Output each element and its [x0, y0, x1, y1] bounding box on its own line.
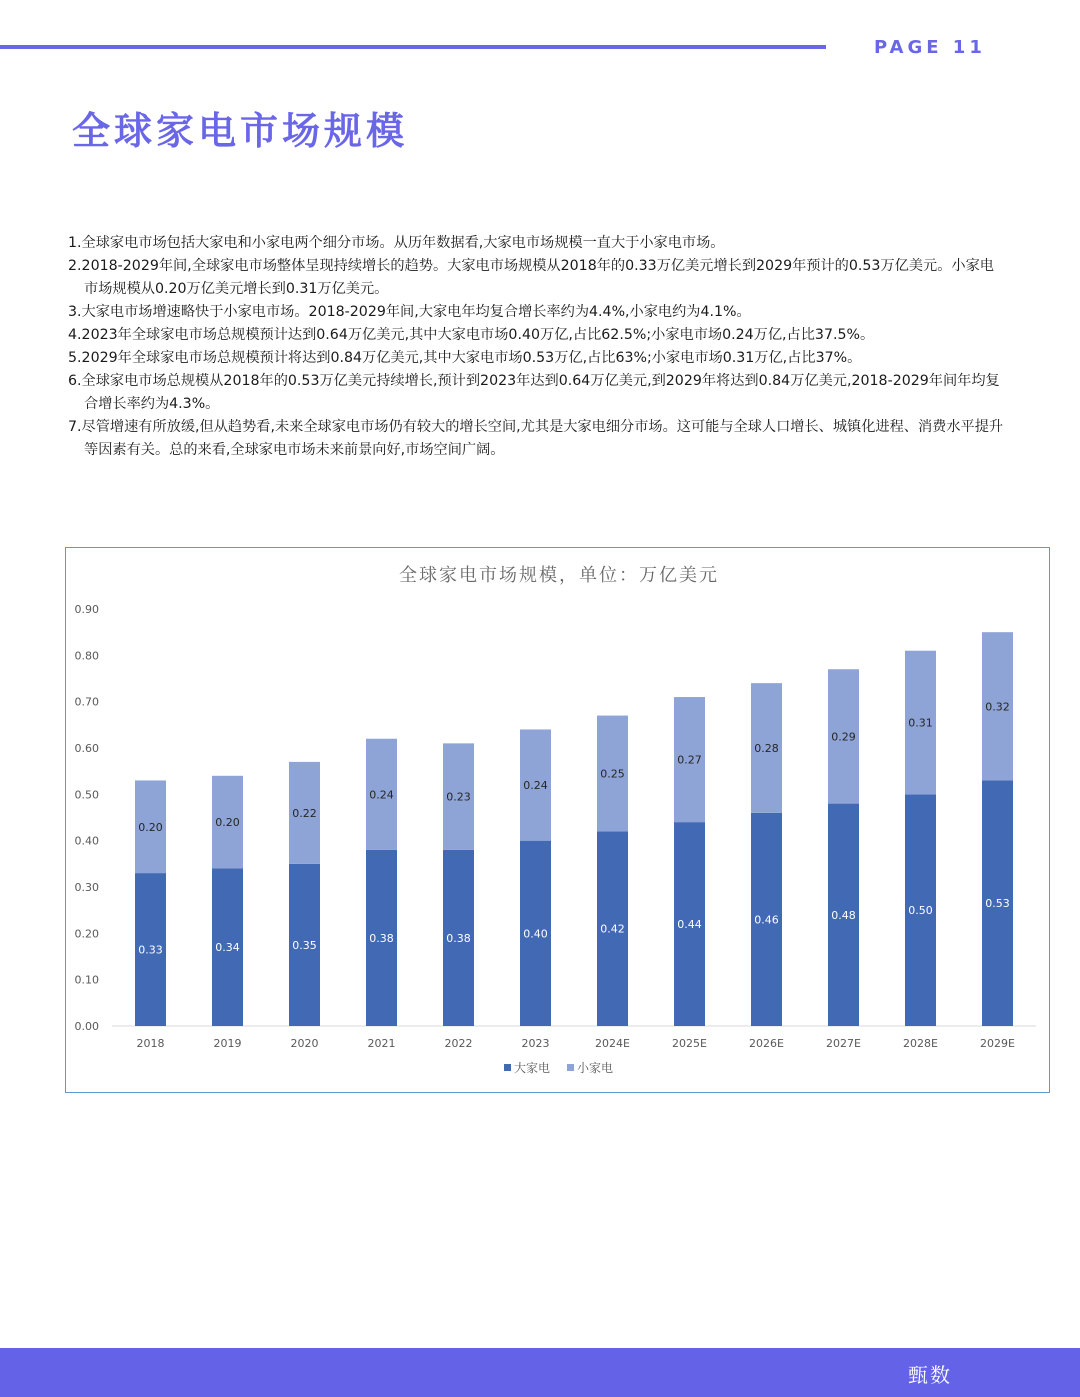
y-tick-label: 0.90 [74, 603, 99, 616]
data-label-large-appliance: 0.38 [369, 931, 394, 945]
summary-list [68, 232, 1008, 462]
x-tick-label: 2028E [903, 1037, 938, 1050]
data-label-large-appliance: 0.38 [446, 931, 471, 945]
x-tick-label: 2019 [213, 1037, 242, 1050]
data-label-small-appliance: 0.32 [985, 700, 1010, 714]
data-label-small-appliance: 0.24 [369, 788, 394, 802]
y-tick-label: 0.00 [74, 1020, 99, 1033]
data-label-large-appliance: 0.33 [138, 943, 163, 957]
x-tick-label: 2023 [521, 1037, 550, 1050]
chart-title: 全球家电市场规模，单位：万亿美元 [399, 565, 719, 586]
x-tick-label: 2027E [826, 1037, 861, 1050]
data-label-large-appliance: 0.50 [908, 904, 933, 918]
market-size-chart [65, 547, 1050, 1093]
data-label-large-appliance: 0.48 [831, 908, 856, 922]
x-tick-label: 2029E [980, 1037, 1015, 1050]
data-label-small-appliance: 0.27 [677, 753, 702, 767]
data-label-small-appliance: 0.20 [215, 816, 240, 830]
data-label-large-appliance: 0.46 [754, 913, 779, 927]
data-label-large-appliance: 0.35 [292, 938, 317, 952]
page-title: 全球家电市场规模 [72, 109, 409, 153]
y-tick-label: 0.20 [74, 927, 99, 941]
data-label-small-appliance: 0.29 [831, 730, 856, 744]
legend-swatch-small-appliance [567, 1064, 574, 1071]
chart-canvas [66, 548, 1051, 1094]
y-tick-label: 0.10 [74, 973, 99, 987]
x-tick-label: 2020 [290, 1037, 319, 1050]
data-label-large-appliance: 0.44 [677, 918, 702, 932]
x-tick-label: 2021 [367, 1037, 396, 1050]
data-label-small-appliance: 0.22 [292, 806, 317, 820]
x-tick-label: 2018 [136, 1037, 165, 1050]
data-label-small-appliance: 0.25 [600, 767, 625, 781]
data-label-large-appliance: 0.34 [215, 941, 240, 955]
y-tick-label: 0.70 [74, 695, 99, 709]
x-tick-label: 2025E [672, 1037, 707, 1050]
data-label-small-appliance: 0.24 [523, 779, 548, 793]
footer-bar [0, 1348, 1080, 1397]
summary-item: 4.2023年全球家电市场总规模预计达到0.64万亿美元,其中大家电市场0.40万亿,占比62.5%;小家电市场0.24万亿,占比37.5%。 [68, 327, 875, 343]
legend-label-large-appliance: 大家电 [514, 1061, 551, 1075]
y-tick-label: 0.80 [74, 649, 99, 663]
page-number: PAGE 11 [874, 37, 986, 58]
data-label-small-appliance: 0.31 [908, 716, 933, 730]
y-tick-label: 0.50 [74, 788, 99, 802]
summary-item: 3.大家电市场增速略快于小家电市场。2018-2029年间,大家电年均复合增长率约为4.4%,小家电约为4.1%。 [68, 304, 751, 320]
footer-brand: 甄数 [908, 1363, 952, 1387]
summary-item: 6.全球家电市场总规模从2018年的0.53万亿美元持续增长,预计到2023年达到0.64万亿美元,到2029年将达到0.84万亿美元,2018-2029年间年均复合增长率约为4.3%。 [68, 373, 1000, 412]
summary-item: 7.尽管增速有所放缓,但从趋势看,未来全球家电市场仍有较大的增长空间,尤其是大家电细分市场。这可能与全球人口增长、城镇化进程、消费水平提升等因素有关。总的来看,全球家电市场未来前景向好,市场空间广阔。 [68, 419, 1004, 458]
x-tick-label: 2024E [595, 1037, 630, 1050]
y-tick-label: 0.40 [74, 834, 99, 848]
x-tick-label: 2026E [749, 1037, 784, 1050]
y-tick-label: 0.60 [74, 742, 99, 755]
summary-item: 1.全球家电市场包括大家电和小家电两个细分市场。从历年数据看,大家电市场规模一直大于小家电市场。 [68, 235, 725, 251]
data-label-large-appliance: 0.40 [523, 927, 548, 941]
legend-label-small-appliance: 小家电 [577, 1061, 614, 1075]
data-label-small-appliance: 0.20 [138, 820, 163, 834]
summary-item: 2.2018-2029年间,全球家电市场整体呈现持续增长的趋势。大家电市场规模从2018年的0.33万亿美元增长到2029年预计的0.53万亿美元。小家电市场规模从0.20万亿美元增长到0.31万亿美元。 [68, 258, 994, 297]
data-label-small-appliance: 0.23 [446, 790, 471, 804]
y-tick-label: 0.30 [74, 881, 99, 894]
summary-item: 5.2029年全球家电市场总规模预计将达到0.84万亿美元,其中大家电市场0.53万亿,占比63%;小家电市场0.31万亿,占比37%。 [68, 350, 862, 366]
data-label-large-appliance: 0.53 [985, 897, 1010, 911]
data-label-small-appliance: 0.28 [754, 742, 779, 755]
header-rule [0, 45, 826, 49]
x-tick-label: 2022 [444, 1037, 473, 1050]
legend-swatch-large-appliance [504, 1064, 511, 1071]
data-label-large-appliance: 0.42 [600, 922, 625, 936]
